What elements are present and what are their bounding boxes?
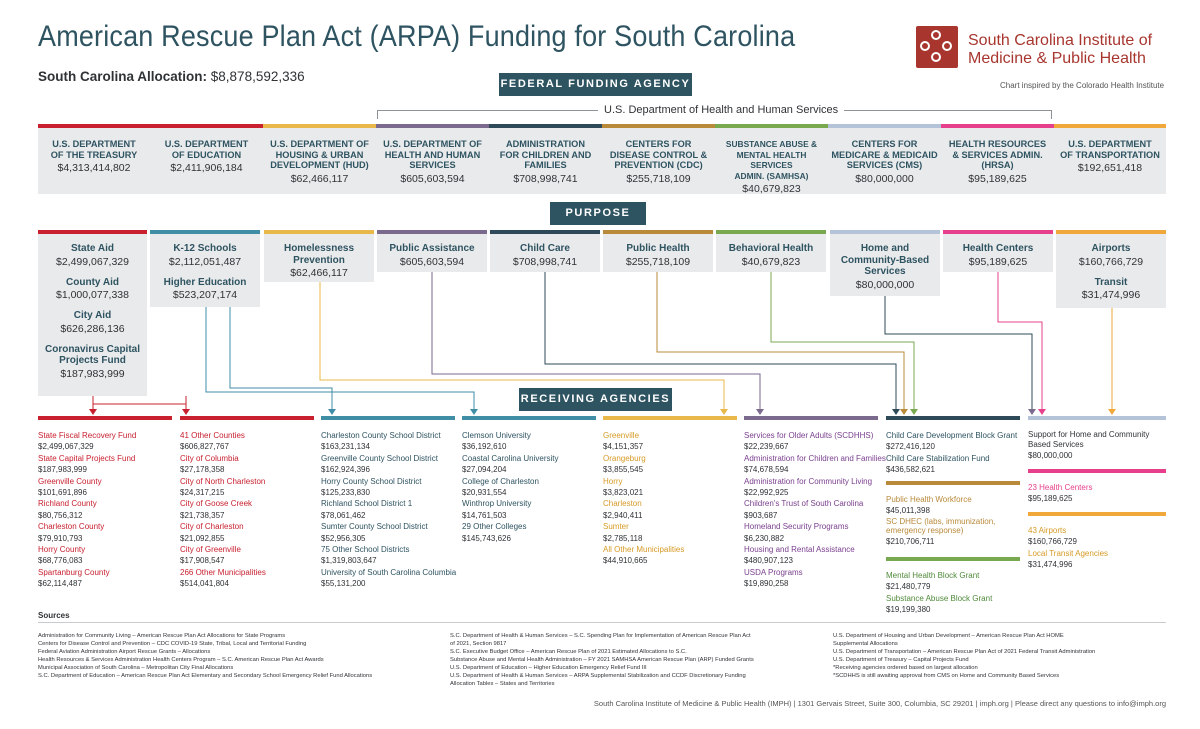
fed-amount: $708,998,741 — [513, 172, 578, 185]
recv-col-behavioral — [886, 570, 992, 616]
recv-item-amount: $95,189,625 — [1028, 494, 1073, 504]
recv-col-colleges — [462, 430, 558, 544]
logo-text-line1: South Carolina Institute of — [968, 32, 1153, 49]
banner-receiving: RECEIVING AGENCIES — [519, 388, 672, 411]
recv-col-health-centers — [1028, 482, 1092, 505]
fed-name: HEALTH RESOURCES & SERVICES ADMIN. (HRSA) — [948, 139, 1047, 170]
recv-item-amount: $480,907,123 — [744, 556, 793, 566]
recv-item-name: Horry — [603, 476, 623, 486]
recv-item-name: Horry County School District — [321, 476, 422, 486]
fed-hhs — [376, 124, 489, 194]
recv-item-amount: $45,011,398 — [886, 506, 930, 516]
purpose-amount: $708,998,741 — [512, 255, 578, 268]
recv-bar-public-health — [886, 481, 1020, 485]
fed-name: U.S. DEPARTMENT OF EDUCATION — [164, 139, 249, 160]
recv-item-name: Greenville — [603, 431, 640, 440]
source-line: S.C. Executive Budget Office – American Rescue Plan of 2021 Estimated Allocations to S.C. — [450, 649, 687, 655]
recv-item-amount: $68,776,083 — [38, 556, 83, 566]
inspired-note: Chart inspired by the Colorado Health Institute — [1000, 81, 1165, 90]
recv-bar-col5 — [603, 416, 737, 420]
fed-amount: $40,679,823 — [742, 183, 801, 195]
recv-item-name: City of Columbia — [180, 453, 239, 463]
fed-amount: $4,313,414,802 — [57, 162, 131, 174]
arrowhead — [89, 409, 97, 415]
fed-amount: $80,000,000 — [855, 172, 914, 185]
recv-col-transport — [1028, 525, 1108, 571]
recv-item-amount: $79,910,793 — [38, 533, 83, 543]
recv-item-name: All Other Municipalities — [603, 545, 685, 555]
recv-item-name: City of North Charleston — [180, 476, 266, 486]
source-line: Municipal Association of South Carolina – Metropolitan City Final Allocations — [38, 665, 234, 671]
recv-bar-col4 — [462, 416, 596, 420]
recv-item-amount: $210,706,711 — [886, 536, 935, 546]
recv-item-name: City of Goose Creek — [180, 499, 253, 509]
recv-bar-col7 — [886, 416, 1020, 420]
recv-item-name: Children's Trust of South Carolina — [744, 499, 864, 509]
purpose-name: Homelessness Prevention — [283, 243, 355, 266]
recv-col-counties-cities — [180, 430, 266, 590]
recv-item-amount: $3,855,545 — [603, 465, 644, 475]
recv-item-amount: $101,691,896 — [38, 488, 87, 498]
recv-item-amount: $27,178,358 — [180, 465, 225, 475]
recv-item-name: Substance Abuse Block Grant — [886, 593, 993, 603]
purpose-amount: $255,718,109 — [625, 255, 691, 268]
connector-state-aid — [93, 396, 186, 404]
recv-item-name: City of Charleston — [180, 522, 244, 532]
recv-item-name: 29 Other Colleges — [462, 522, 527, 532]
recv-item-name: 266 Other Municipalities — [180, 567, 266, 577]
recv-item-amount: $160,766,729 — [1028, 537, 1077, 547]
fed-transportation — [1054, 124, 1166, 194]
purpose-amount: $95,189,625 — [968, 255, 1028, 268]
recv-col-hcbs — [1028, 430, 1149, 461]
fed-samhsa — [715, 124, 828, 194]
recv-item-amount: $6,230,882 — [744, 533, 785, 543]
arrowhead — [892, 409, 900, 415]
recv-item-name: Child Care Development Block Grant — [886, 431, 1018, 440]
source-line: Administration for Community Living – American Rescue Plan Act Allocations for State Programs — [38, 633, 286, 639]
recv-item-amount: $1,319,803,647 — [321, 556, 377, 566]
recv-item-amount: $20,931,554 — [462, 488, 507, 498]
purpose-amount: $605,603,594 — [399, 255, 465, 268]
fed-amount: $192,651,418 — [1077, 162, 1143, 174]
recv-item-amount: $19,199,380 — [886, 605, 931, 615]
recv-item-amount: $2,940,411 — [603, 510, 643, 520]
recv-bar-col3 — [321, 416, 455, 420]
arrowhead — [1038, 409, 1046, 415]
source-line: U.S. Department of Health & Human Services – ARPA Supplemental Stabilization and CCDF Discretionary Funding — [450, 673, 746, 679]
purpose-public-health — [603, 230, 713, 272]
arrowhead — [756, 409, 764, 415]
purpose-child-care — [490, 230, 600, 272]
hhs-label: U.S. Department of Health and Human Services — [598, 104, 844, 116]
recv-bar-transport — [1028, 512, 1166, 516]
allocation-total — [38, 69, 305, 84]
recv-item-name: SC DHEC (labs, immunization, emergency response) — [886, 516, 996, 536]
purpose-amount: $80,000,000 — [855, 278, 915, 291]
recv-item-amount: $31,474,996 — [1028, 560, 1073, 570]
fed-name: U.S. DEPARTMENT OF HOUSING & URBAN DEVELOPMENT (HUD) — [270, 139, 369, 170]
purpose-health-centers — [943, 230, 1053, 272]
purpose-name: Child Care — [519, 243, 570, 254]
sources-col1 — [38, 632, 438, 680]
recv-item-name: University of South Carolina Columbia — [321, 567, 457, 577]
purpose-name: Higher Education — [163, 276, 247, 288]
purpose-amount: $31,474,996 — [1081, 289, 1141, 301]
recv-item-name: Homeland Security Programs — [744, 522, 849, 532]
fed-amount: $95,189,625 — [968, 172, 1027, 185]
arrowhead — [900, 409, 908, 415]
source-line: *Receiving agencies ordered based on largest allocation — [833, 665, 978, 671]
purpose-name: Public Health — [626, 243, 690, 254]
arrowhead — [720, 409, 728, 415]
purpose-amount: $62,466,117 — [290, 267, 348, 279]
recv-item-name: Services for Older Adults (SCDHHS) — [744, 431, 874, 440]
arrowhead — [182, 409, 190, 415]
recv-item-amount: $606,827,767 — [180, 442, 229, 452]
recv-item-name: City of Greenville — [180, 545, 241, 555]
arrowhead — [328, 409, 336, 415]
recv-bar-behavioral — [886, 557, 1020, 561]
recv-item-name: 75 Other School Districts — [321, 545, 410, 555]
recv-item-name: Richland School District 1 — [321, 499, 413, 509]
recv-item-amount: $62,114,487 — [38, 579, 82, 589]
purpose-name: Transit — [1094, 276, 1128, 288]
recv-item-amount: $80,756,312 — [38, 510, 83, 520]
fed-name: U.S. DEPARTMENT OF THE TREASURY — [50, 139, 138, 160]
recv-item-amount: $17,908,547 — [180, 556, 225, 566]
recv-item-name: Public Health Workforce — [886, 495, 972, 504]
recv-item-amount: $125,233,830 — [321, 488, 370, 498]
source-line: U.S. Department of Housing and Urban Development – American Rescue Plan Act HOME — [833, 633, 1064, 639]
recv-item-amount: $4,151,357 — [603, 442, 644, 452]
fed-hud — [263, 124, 376, 194]
recv-item-amount: $55,131,200 — [321, 579, 366, 589]
sources-divider — [38, 622, 1166, 623]
recv-item-name: State Fiscal Recovery Fund — [38, 431, 137, 440]
recv-item-name: Administration for Community Living — [744, 476, 873, 486]
arrowhead — [470, 409, 478, 415]
purpose-amount: $523,207,174 — [172, 289, 238, 301]
source-line: S.C. Department of Health & Human Services – S.C. Spending Plan for Implementation of American Rescue Plan Act — [450, 633, 751, 639]
recv-item-amount: $436,582,621 — [886, 465, 935, 475]
recv-col-public-assistance — [744, 430, 886, 590]
fed-cms — [828, 124, 941, 194]
fed-name: SUBSTANCE ABUSE & MENTAL HEALTH SERVICES ADMIN. (SAMHSA) — [725, 139, 818, 181]
recv-item-name: Orangeburg — [603, 453, 646, 463]
source-line: U.S. Department of Treasury – Capital Projects Fund — [833, 657, 969, 663]
purpose-transportation — [1056, 230, 1166, 308]
recv-item-name: Clemson University — [462, 431, 531, 440]
purpose-name: State Aid — [71, 243, 114, 254]
fed-amount: $2,411,906,184 — [170, 162, 243, 174]
recv-item-name: USDA Programs — [744, 567, 803, 577]
recv-item-name: 41 Other Counties — [180, 431, 245, 440]
recv-item-amount: $22,992,925 — [744, 488, 789, 498]
source-line: Substance Abuse and Mental Health Administration – FY 2021 SAMHSA American Rescue Plan (ARP) Funded Grants — [450, 657, 754, 663]
recv-item-amount: $21,092,855 — [180, 533, 225, 543]
recv-col-school-districts — [321, 430, 456, 590]
source-line: Federal Aviation Administration Airport Rescue Grants – Allocations — [38, 649, 211, 655]
recv-col-health — [886, 430, 1017, 476]
recv-item-name: Mental Health Block Grant — [886, 571, 980, 580]
recv-item-name: Spartanburg County — [38, 567, 110, 577]
recv-item-amount: $272,416,120 — [886, 442, 935, 452]
recv-col-state-county — [38, 430, 136, 590]
recv-item-amount: $24,317,215 — [180, 488, 225, 498]
fed-name: ADMINISTRATION FOR CHILDREN AND FAMILIES — [499, 139, 592, 170]
purpose-name: City Aid — [73, 310, 112, 321]
purpose-name: County Aid — [66, 276, 119, 288]
purpose-name: Behavioral Health — [728, 243, 814, 254]
recv-col-homelessness — [603, 430, 684, 567]
recv-item-amount: $162,924,396 — [321, 465, 370, 475]
source-line: Health Resources & Services Administration Health Centers Program – S.C. American Rescue Plan Act Awards — [38, 657, 324, 663]
source-line: U.S. Department of Transportation – American Rescue Plan Act of 2021 Federal Transit Administration — [833, 649, 1096, 655]
fed-name: CENTERS FOR MEDICARE & MEDICAID SERVICES (CMS) — [831, 139, 938, 170]
recv-item-amount: $2,499,067,329 — [38, 442, 94, 452]
recv-item-name: Charleston — [603, 499, 642, 509]
recv-col-public-health — [886, 494, 995, 547]
recv-item-name: Administration for Children and Families — [744, 453, 886, 463]
recv-item-name: Sumter County School District — [321, 522, 428, 532]
recv-bar-col2 — [180, 416, 314, 420]
purpose-amount: $626,286,136 — [60, 322, 125, 335]
source-line: Centers for Disease Control and Prevention – CDC COVID-19 State, Tribal, Local and Territorial Funding — [38, 641, 307, 647]
recv-item-name: Charleston County — [38, 522, 105, 532]
recv-item-amount: $187,983,999 — [38, 465, 87, 475]
recv-item-amount: $163,231,134 — [321, 442, 370, 452]
recv-item-amount: $19,890,258 — [744, 579, 789, 589]
arrowhead — [1028, 409, 1036, 415]
recv-item-name: Greenville County — [38, 476, 102, 486]
footer-contact: South Carolina Institute of Medicine & Public Health (IMPH) | 1301 Gervais Street, Suite 300, Columbia, SC 29201 | imph.org | Please direct any questions to info@imph.org — [593, 699, 1166, 708]
recv-item-name: Local Transit Agencies — [1028, 548, 1109, 558]
source-line: of 2021, Section 9817 — [450, 641, 507, 647]
fed-hrsa — [941, 124, 1054, 194]
recv-item-name: Housing and Rental Assistance — [744, 545, 855, 555]
recv-item-name: 23 Health Centers — [1028, 483, 1093, 492]
purpose-behavioral-health — [716, 230, 826, 272]
recv-item-amount: $21,738,357 — [180, 510, 225, 520]
banner-federal: FEDERAL FUNDING AGENCY — [499, 73, 692, 96]
allocation-label: South Carolina Allocation: — [38, 69, 208, 84]
purpose-name: Health Centers — [962, 243, 1034, 254]
fed-cdc — [602, 124, 715, 194]
fed-treasury — [38, 124, 150, 194]
recv-item-amount: $21,480,779 — [886, 582, 931, 592]
recv-item-amount: $2,785,118 — [603, 533, 643, 543]
connector-hcbs — [885, 296, 1032, 414]
fed-amount: $62,466,117 — [290, 172, 349, 185]
purpose-hcbs — [830, 230, 940, 296]
fed-name: U.S. DEPARTMENT OF TRANSPORTATION — [1060, 139, 1160, 160]
recv-item-amount: $80,000,000 — [1028, 451, 1073, 460]
recv-item-name: College of Charleston — [462, 476, 539, 486]
page-title: American Rescue Plan Act (ARPA) Funding for South Carolina — [38, 20, 796, 53]
recv-item-name: 43 Airports — [1028, 526, 1067, 535]
recv-bar-col1 — [38, 416, 172, 420]
recv-item-amount: $3,823,021 — [603, 488, 644, 498]
recv-item-amount: $78,061,462 — [321, 510, 366, 520]
purpose-k12 — [150, 230, 260, 307]
source-line: S.C. Department of Education – American Rescue Plan Act Elementary and Secondary School Emergency Relief Fund Allocations — [38, 673, 373, 679]
purpose-amount: $2,112,051,487 — [168, 255, 242, 268]
sources-heading: Sources — [38, 611, 70, 620]
source-line: Allocation Tables – States and Territories — [450, 681, 555, 687]
purpose-name: Home and Community-Based Services — [840, 243, 930, 277]
connector-k12 — [230, 307, 332, 414]
recv-item-name: Support for Home and Community Based Services — [1028, 430, 1150, 449]
recv-item-amount: $36,192,610 — [462, 442, 507, 452]
purpose-state-aid — [38, 230, 147, 396]
recv-item-amount: $14,761,503 — [462, 510, 507, 520]
recv-item-name: Winthrop University — [462, 499, 532, 509]
recv-item-amount: $514,041,804 — [180, 579, 229, 589]
recv-item-amount: $903,687 — [744, 510, 778, 520]
purpose-amount: $1,000,077,338 — [56, 289, 129, 301]
recv-item-name: Coastal Carolina University — [462, 453, 559, 463]
purpose-amount: $40,679,823 — [741, 255, 801, 268]
recv-item-name: Greenville County School District — [321, 453, 438, 463]
banner-purpose: PURPOSE — [550, 202, 646, 225]
purpose-name: Coronavirus Capital Projects Fund — [44, 343, 141, 366]
purpose-amount: $187,983,999 — [60, 367, 125, 380]
logo-text-line2: Medicine & Public Health — [968, 50, 1146, 67]
source-line: U.S. Department of Education – Higher Education Emergency Relief Fund III — [450, 665, 647, 671]
recv-item-amount: $74,678,594 — [744, 465, 789, 475]
fed-amount: $255,718,109 — [626, 172, 691, 185]
purpose-homelessness — [264, 230, 374, 282]
purpose-name: K-12 Schools — [173, 243, 237, 254]
sources-col2 — [450, 632, 820, 688]
purpose-name: Airports — [1091, 243, 1131, 254]
connector-higher-ed — [206, 307, 474, 414]
arrowhead — [1108, 409, 1116, 415]
recv-bar-col8 — [1028, 416, 1166, 420]
recv-item-amount: $22,239,667 — [744, 442, 789, 452]
recv-item-name: Richland County — [38, 499, 97, 509]
fed-acf — [489, 124, 602, 194]
fed-education — [150, 124, 263, 194]
allocation-value: $8,878,592,336 — [210, 69, 305, 84]
recv-item-name: Horry County — [38, 545, 86, 555]
recv-item-amount: $145,743,626 — [462, 533, 511, 543]
recv-item-name: Sumter — [603, 522, 629, 532]
sources-col3 — [833, 632, 1166, 680]
purpose-amount: $160,766,729 — [1078, 255, 1144, 268]
recv-bar-col6 — [744, 416, 878, 420]
recv-item-name: Charleston County School District — [321, 431, 441, 440]
source-line: Supplemental Allocations — [833, 641, 898, 647]
purpose-public-assistance — [377, 230, 487, 272]
fed-name: CENTERS FOR DISEASE CONTROL & PREVENTION (CDC) — [609, 139, 708, 170]
recv-item-name: State Capital Projects Fund — [38, 453, 136, 463]
purpose-amount: $2,499,067,329 — [56, 255, 129, 268]
connector-health-centers — [998, 272, 1042, 414]
recv-item-amount: $44,910,665 — [603, 556, 648, 566]
recv-bar-health-centers — [1028, 469, 1166, 473]
recv-item-name: Child Care Stabilization Fund — [886, 453, 990, 463]
fed-amount: $605,603,594 — [400, 172, 465, 185]
fed-name: U.S. DEPARTMENT OF HEALTH AND HUMAN SERVICES — [383, 139, 482, 170]
recv-item-amount: $27,094,204 — [462, 465, 507, 475]
recv-item-amount: $52,956,305 — [321, 533, 366, 543]
imph-logo-icon — [916, 26, 958, 68]
purpose-name: Public Assistance — [389, 243, 475, 254]
source-line: *SCDHHS is still awaiting approval from CMS on Home and Community Based Services — [833, 673, 1060, 679]
arrowhead — [910, 409, 918, 415]
